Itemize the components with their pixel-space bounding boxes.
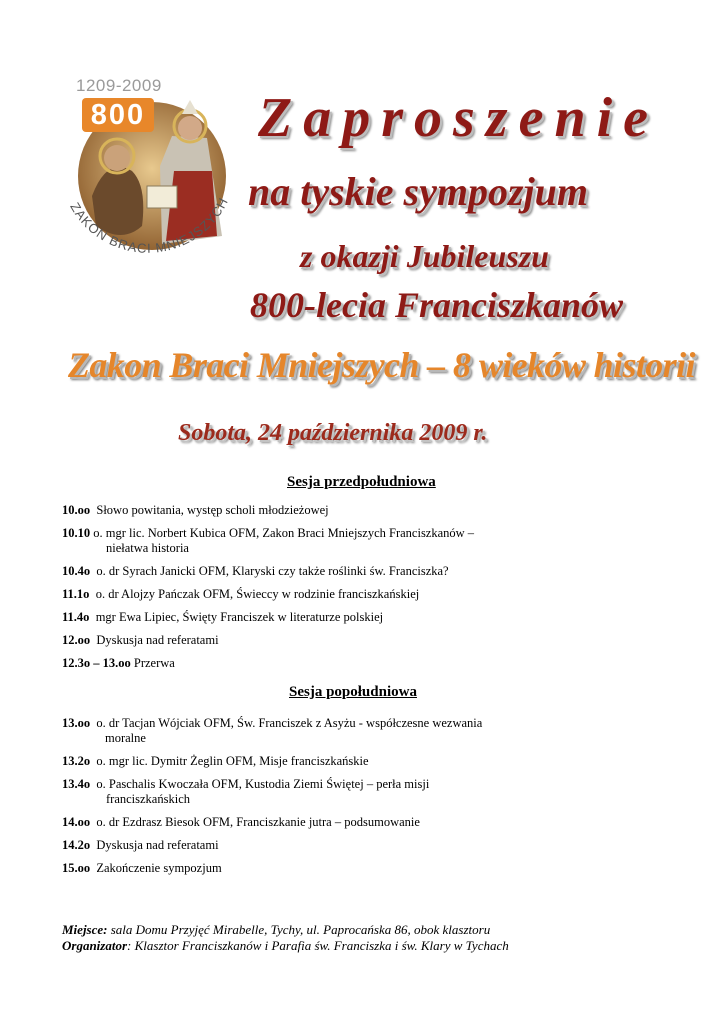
program-text: mgr Ewa Lipiec, Święty Franciszek w literaturze polskiej — [95, 610, 384, 624]
program-text: o. dr Ezdrasz Biesok OFM, Franciszkanie jutra – podsumowanie — [96, 815, 420, 829]
program-text: o. Paschalis Kwoczała OFM, Kustodia Ziemi Świętej – perła misji — [96, 777, 430, 791]
program-time: 13.oo — [62, 716, 91, 730]
program-text: o. mgr lic. Norbert Kubica OFM, Zakon Braci Mniejszych Franciszkanów – — [93, 526, 475, 540]
program-text: Przerwa — [133, 656, 175, 670]
program-time: 13.2o — [62, 754, 91, 768]
program-time: 14.oo — [62, 815, 91, 829]
program-text: Słowo powitania, występ scholi młodzieżowej — [96, 503, 329, 517]
program-time: 14.2o — [62, 838, 91, 852]
program-item — [62, 656, 662, 671]
morning-program-list — [62, 503, 662, 679]
program-time: 10.10 — [62, 526, 91, 540]
jubilee-logo — [62, 76, 240, 276]
program-text: Zakończenie sympozjum — [96, 861, 222, 875]
program-item — [62, 754, 662, 769]
organizer-text: : Klasztor Franciszkanów i Parafia św. Franciszka i św. Klary w Tychach — [127, 938, 509, 953]
program-item — [62, 861, 662, 876]
afternoon-program-list — [62, 716, 662, 884]
afternoon-session-heading: Sesja popołudniowa — [289, 684, 417, 700]
program-time: 12.3o – 13.oo — [62, 656, 131, 670]
program-text-continued: moralne — [105, 731, 146, 745]
program-text: o. dr Tacjan Wójciak OFM, Św. Franciszek z Asyżu - współczesne wezwania — [96, 716, 483, 730]
organizer-line — [62, 938, 509, 954]
program-text: o. dr Syrach Janicki OFM, Klaryski czy także roślinki św. Franciszka? — [96, 564, 449, 578]
theme-title: Zakon Braci Mniejszych – 8 wieków historii — [68, 345, 695, 385]
program-time: 12.oo — [62, 633, 91, 647]
program-text: o. dr Alojzy Pańczak OFM, Świeccy w rodzinie franciszkańskiej — [95, 587, 420, 601]
program-time: 10.oo — [62, 503, 91, 517]
program-item — [62, 633, 662, 648]
program-time: 11.1o — [62, 587, 90, 601]
logo-number: 800 — [82, 98, 154, 132]
program-item — [62, 587, 662, 602]
program-text-continued: franciszkańskich — [106, 792, 190, 806]
program-text: o. mgr lic. Dymitr Żeglin OFM, Misje franciszkańskie — [96, 754, 369, 768]
page-title: Zaproszenie — [258, 87, 659, 149]
occasion-line-1: z okazji Jubileuszu — [300, 238, 549, 274]
venue-line — [62, 922, 509, 938]
organizer-label: Organizator — [62, 938, 128, 953]
morning-session-heading: Sesja przedpołudniowa — [287, 474, 436, 490]
program-time: 11.4o — [62, 610, 90, 624]
program-item — [62, 777, 662, 807]
program-item — [62, 503, 662, 518]
occasion-line-2: 800-lecia Franciszkanów — [250, 285, 624, 325]
program-text: Dyskusja nad referatami — [96, 633, 219, 647]
program-item — [62, 610, 662, 625]
logo-ring-text: ZAKON BRACI MNIEJSZYCH — [67, 194, 232, 256]
venue-label: Miejsce: — [62, 922, 108, 937]
event-date: Sobota, 24 października 2009 r. — [178, 420, 488, 446]
program-text: Dyskusja nad referatami — [96, 838, 219, 852]
program-text-continued: niełatwa historia — [106, 541, 189, 555]
program-item — [62, 815, 662, 830]
program-time: 15.oo — [62, 861, 91, 875]
program-time: 10.4o — [62, 564, 91, 578]
program-item — [62, 838, 662, 853]
subtitle: na tyskie sympozjum — [248, 169, 589, 214]
event-footer — [62, 922, 509, 954]
program-item — [62, 564, 662, 579]
venue-text: sala Domu Przyjęć Mirabelle, Tychy, ul. Paprocańska 86, obok klasztoru — [110, 922, 491, 937]
program-time: 13.4o — [62, 777, 91, 791]
program-item — [62, 526, 662, 556]
program-item — [62, 716, 662, 746]
logo-years: 1209-2009 — [76, 76, 162, 95]
